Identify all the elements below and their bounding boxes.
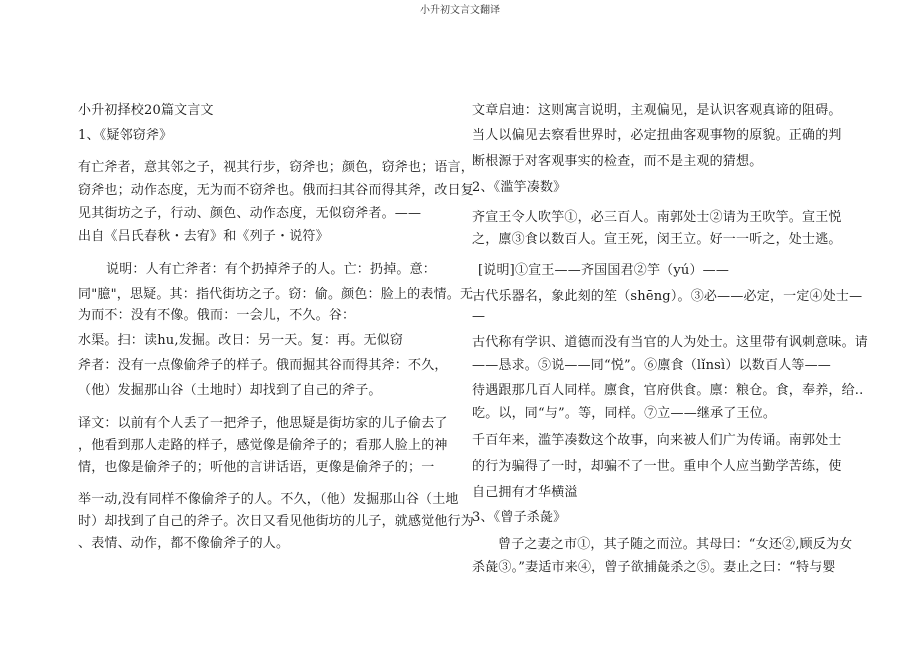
story-3-text-line: 曾子之妻之市①，其子随之而泣。其母曰：“女还②,顾反为女 (498, 537, 853, 552)
story-1-notes-line: （他）发掘那山谷（土地时）却找到了自己的斧子。 (78, 383, 382, 398)
story-1-moral-line: 文章启迪：这则寓言说明，主观偏见，是认识客观真谛的阻碍。 (472, 103, 842, 118)
story-1-notes-line: 水渠。扫：读hu,发掘。改日：另一天。复：再。无似窃 (78, 333, 404, 348)
story-3-text-line: 杀彘③。”妻适市来④，曾子欲捕彘杀之⑤。妻止之曰：“特与婴 (472, 560, 836, 575)
story-1-notes-line: 说明：人有亡斧者：有个扔掉斧子的人。亡：扔掉。意： (106, 262, 437, 277)
story-2-text-line: 齐宣王令人吹竽①，必三百人。南郭处士②请为王吹竽。宣王悦 (472, 210, 842, 225)
story-1-notes-line: 斧者：没有一点像偷斧子的样子。俄而掘其谷而得其斧：不久， (78, 358, 448, 373)
story-2-notes-line: — (472, 309, 486, 324)
story-2-notes-line: 古代乐器名，象此刻的笙（shēng）。③必——必定，一定④处士— (472, 289, 863, 304)
story-1-translation-line: 举一动,没有同样不像偷斧子的人。不久，（他）发掘那山谷（土地 (78, 492, 459, 507)
story-2-commentary-line: 的行为骗得了一时，却骗不了一世。重申个人应当勤学苦练，使 (472, 459, 842, 474)
story-1-text-line: 窃斧也；动作态度，无为而不窃斧也。俄而扫其谷而得其斧，改日复 (78, 183, 475, 198)
story-1-source: 出自《吕氏春秋・去宥》和《列子・说符》 (78, 229, 329, 244)
story-1-translation-line: 情，也像是偷斧子的；听他的言讲话语，更像是偷斧子的；一 (78, 460, 435, 475)
story-2-notes-line: ——恳求。⑤说——同“悦”。⑥廪食（lǐnsì）以数百人等—— (472, 358, 832, 373)
section-3-title: 3、《曾子杀彘》 (472, 510, 567, 525)
story-1-notes-line: 同"臆"，思疑。其：指代街坊之子。窃：偷。颜色：脸上的表情。无 (78, 287, 474, 302)
story-2-notes-line: 吃。以，同“与”。等，同样。⑦立——继承了王位。 (472, 406, 777, 421)
story-2-notes-line: 古代称有学识、道德而没有当官的人为处士。这里带有讽刺意味。请 (472, 335, 869, 350)
story-1-moral-line: 断根源于对客观事实的检查，而不是主观的猜想。 (472, 154, 763, 169)
story-1-notes-line: 为而不：没有不像。俄而：一会儿，不久。谷： (78, 308, 356, 323)
story-1-translation-line: ，他看到那人走路的样子，感觉像是偷斧子的；看那人脸上的神 (78, 438, 448, 453)
document-title: 小升初择校20篇文言文 (78, 103, 214, 118)
story-1-text-line: 有亡斧者，意其邻之子，视其行步，窃斧也；颜色，窃斧也；语言， (78, 160, 475, 175)
story-2-notes-line: 待遇跟那几百人同样。廪食，官府供食。廪：粮仓。食，奉养，给.. (472, 383, 864, 398)
story-2-commentary-line: 自己拥有才华横溢 (472, 485, 578, 500)
story-1-moral-line: 当人以偏见去察看世界时，必定扭曲客观事物的原貌。正确的判 (472, 128, 842, 143)
story-1-translation-line: 译文：以前有个人丢了一把斧子，他思疑是街坊家的儿子偷去了 (78, 416, 448, 431)
story-2-text-line: 之，廪③食以数百人。宣王死，闵王立。好一一听之，处士逃。 (472, 232, 842, 247)
story-1-translation-line: 时）却找到了自己的斧子。次日又看见他街坊的儿子，就感觉他行为 (78, 514, 475, 529)
section-1-title: 1、《疑邻窃斧》 (78, 128, 173, 143)
page-header: 小升初文言文翻译 (420, 5, 500, 16)
story-1-translation-line: 、表情、动作，都不像偷斧子的人。 (78, 536, 290, 551)
story-2-notes-line: [说明]①宣王——齐国国君②竽（yú）—— (478, 263, 730, 278)
section-2-title: 2、《滥竽凑数》 (472, 180, 567, 195)
story-2-commentary-line: 千百年来，滥竽凑数这个故事，向来被人们广为传诵。南郭处士 (472, 433, 842, 448)
story-1-text-line: 见其街坊之子，行动、颜色、动作态度，无似窃斧者。—— (78, 206, 422, 221)
